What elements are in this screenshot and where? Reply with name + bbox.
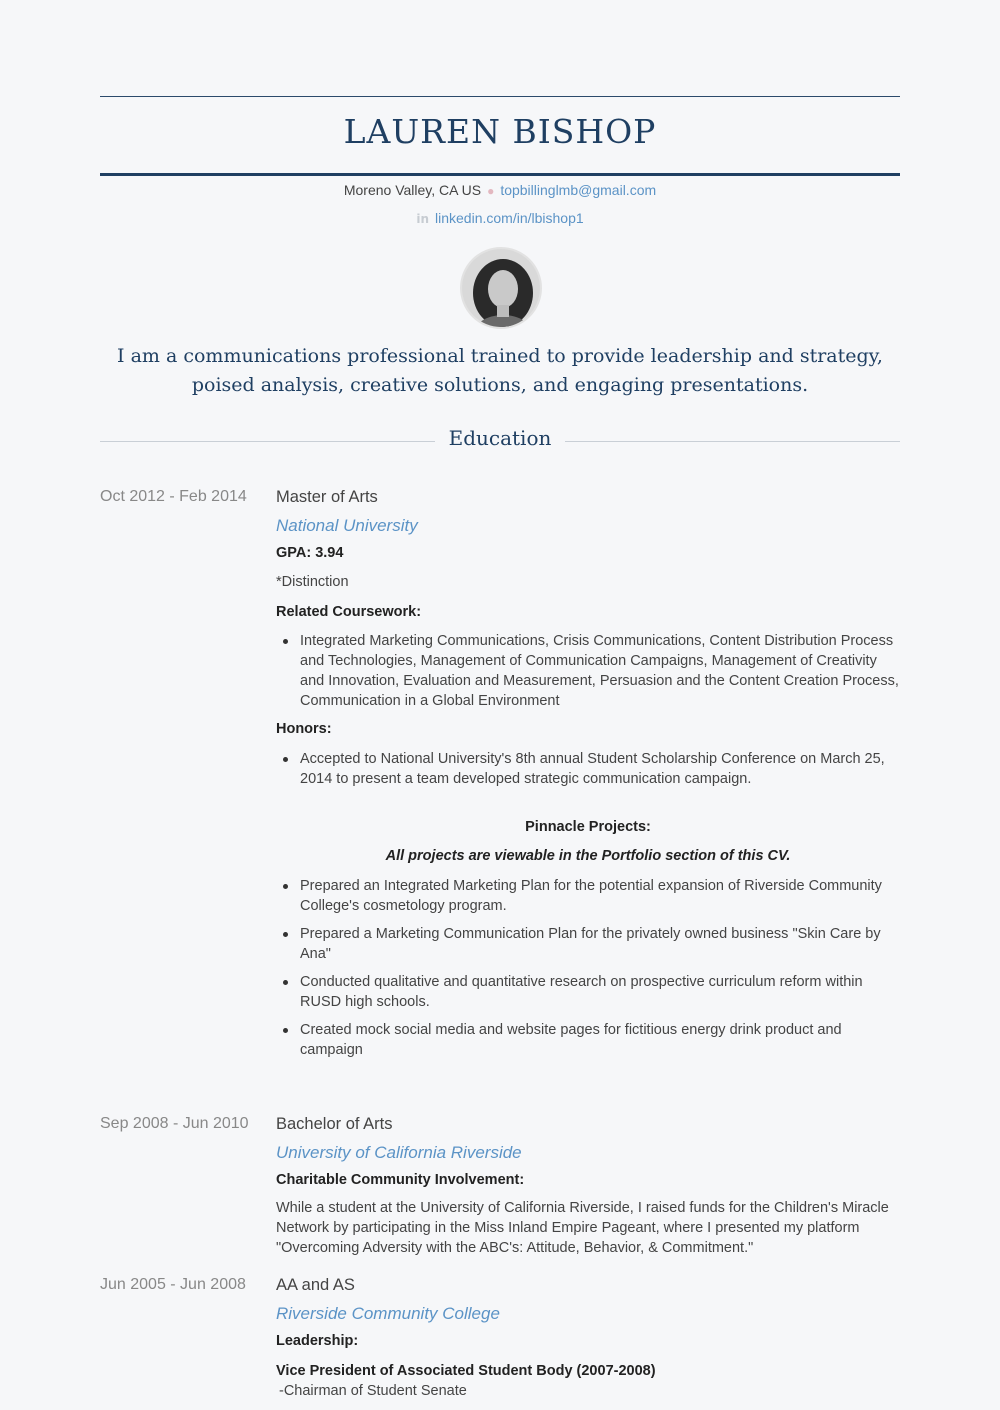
coursework-label: Related Coursework: (276, 604, 422, 620)
text-line: campaign (300, 1042, 363, 1058)
degree: Master of Arts (276, 488, 378, 506)
leadership-label: Leadership: (276, 1333, 359, 1349)
name-rule (100, 173, 900, 176)
projects-note: All projects are viewable in the Portfolio section of this CV. (385, 848, 791, 864)
list-item (276, 972, 900, 1012)
avatar (460, 247, 542, 329)
summary-line: I am a communications professional trained to provide leadership and strategy, (117, 345, 883, 367)
text-line: Conducted qualitative and quantitative research on prospective curriculum reform within (300, 974, 863, 990)
entry-dates: Jun 2005 - Jun 2008 (100, 1276, 246, 1293)
distinction: *Distinction (276, 574, 349, 590)
summary (100, 342, 900, 400)
school-name: University of California Riverside (276, 1143, 522, 1162)
school-name: Riverside Community College (276, 1304, 500, 1323)
text-line: While a student at the University of California Riverside, I raised funds for the Children's Miracle (276, 1200, 889, 1216)
text-line: Prepared an Integrated Marketing Plan for the potential expansion of Riverside Community (300, 878, 882, 894)
list-item (276, 924, 900, 964)
avatar-photo (462, 249, 542, 329)
list-item (276, 631, 900, 711)
section-title: Education (448, 426, 552, 450)
text-line: Network by participating in the Miss Inland Empire Pageant, where I presented my platform (276, 1220, 860, 1236)
entry-dates: Oct 2012 - Feb 2014 (100, 488, 247, 505)
contact-row (100, 182, 900, 198)
coursework-list (276, 631, 900, 719)
projects-list (276, 876, 900, 1060)
linkedin-icon: in (416, 212, 429, 226)
degree: Bachelor of Arts (276, 1115, 393, 1133)
email-link[interactable]: topbillinglmb@gmail.com (500, 182, 657, 198)
text-line: Communication in a Global Environment (300, 693, 560, 709)
divider (565, 441, 900, 442)
text-line: and Technologies, Management of Communication Campaigns, Management of Creativity (300, 653, 877, 669)
text-line: Accepted to National University's 8th annual Student Scholarship Conference on March 25, (300, 751, 885, 767)
honors-list (276, 749, 900, 817)
entry-body (276, 1276, 900, 1401)
involvement-label: Charitable Community Involvement: (276, 1172, 525, 1188)
candidate-name: LAUREN BISHOP (343, 112, 657, 151)
entry-body (276, 488, 900, 1060)
school-name: National University (276, 516, 418, 535)
section-heading-education (100, 426, 900, 456)
linkedin-row (100, 210, 900, 226)
text-line: 2014 to present a team developed strategic communication campaign. (300, 771, 752, 787)
location: Moreno Valley, CA US (343, 182, 482, 198)
list-item (276, 1020, 900, 1060)
role-title: Vice President of Associated Student Body (2007-2008) (276, 1363, 656, 1379)
degree: AA and AS (276, 1276, 355, 1294)
summary-line: poised analysis, creative solutions, and engaging presentations. (191, 374, 809, 396)
entry-dates: Sep 2008 - Jun 2010 (100, 1115, 249, 1132)
text-line: "Overcoming Adversity with the ABC's: Attitude, Behavior, & Commitment." (276, 1240, 754, 1256)
text-line: and Innovation, Evaluation and Measurement, Persuasion and the Content Creation Process, (300, 673, 899, 689)
text-line: RUSD high schools. (300, 994, 430, 1010)
text-line: Created mock social media and website pages for fictitious energy drink product and (300, 1022, 842, 1038)
list-item (276, 876, 900, 916)
list-item (276, 749, 900, 789)
role-detail: -Chairman of Student Senate (279, 1383, 467, 1399)
projects-label: Pinnacle Projects: (525, 819, 651, 835)
gpa: GPA: 3.94 (276, 545, 344, 561)
text-line: Prepared a Marketing Communication Plan for the privately owned business "Skin Care by (300, 926, 881, 942)
entry-body (276, 1115, 900, 1258)
honors-label: Honors: (276, 721, 332, 737)
top-rule (100, 96, 900, 97)
linkedin-link[interactable]: linkedin.com/in/lbishop1 (435, 210, 584, 226)
text-line: Integrated Marketing Communications, Crisis Communications, Content Distribution Process (300, 633, 894, 649)
text-line: College's cosmetology program. (300, 898, 507, 914)
text-line: Ana" (300, 946, 331, 962)
separator-dot: ● (487, 184, 495, 198)
